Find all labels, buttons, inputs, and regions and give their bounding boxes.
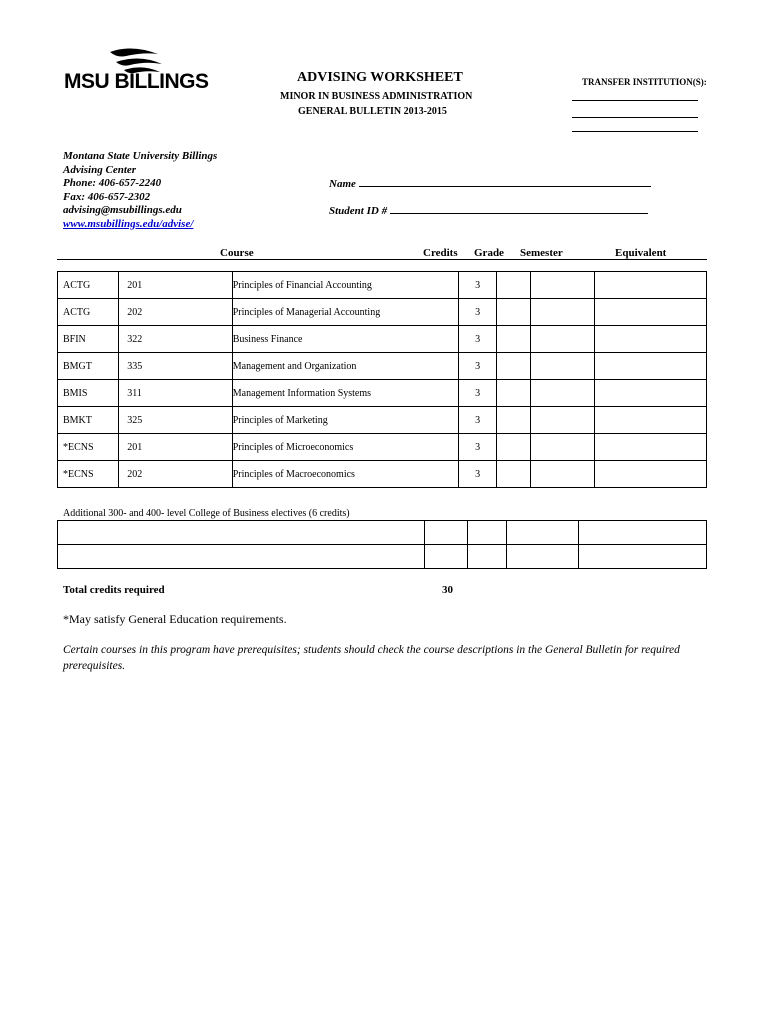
semester-cell[interactable] (531, 461, 595, 488)
grade-cell[interactable] (497, 434, 531, 461)
name-field[interactable] (359, 177, 651, 187)
course-dept: BMGT (58, 353, 119, 380)
course-title: Business Finance (232, 326, 458, 353)
transfer-line-1[interactable] (572, 100, 698, 101)
equivalent-cell[interactable] (594, 353, 706, 380)
course-number: 322 (119, 326, 232, 353)
course-row (58, 272, 707, 299)
transfer-line-3[interactable] (572, 131, 698, 132)
course-row (58, 434, 707, 461)
total-credits-value: 30 (442, 584, 453, 596)
transfer-institution-label: TRANSFER INSTITUTION(S): (582, 77, 707, 87)
course-title: Principles of Managerial Accounting (232, 299, 458, 326)
equivalent-cell[interactable] (594, 380, 706, 407)
worksheet-title: ADVISING WORKSHEET (297, 70, 463, 85)
col-header-grade: Grade (474, 247, 504, 259)
course-row (58, 380, 707, 407)
semester-cell[interactable] (531, 380, 595, 407)
grade-cell[interactable] (497, 407, 531, 434)
university-name: Montana State University Billings (63, 150, 218, 162)
student-id-label: Student ID # (329, 205, 388, 217)
course-title: Principles of Microeconomics (232, 434, 458, 461)
program-subtitle: MINOR IN BUSINESS ADMINISTRATION (280, 91, 473, 102)
course-dept: BFIN (58, 326, 119, 353)
col-header-credits: Credits (423, 247, 458, 259)
equivalent-cell[interactable] (594, 326, 706, 353)
electives-label: Additional 300- and 400- level College of Business electives (6 credits) (63, 508, 350, 519)
course-dept: ACTG (58, 272, 119, 299)
semester-cell[interactable] (531, 353, 595, 380)
course-title: Management Information Systems (232, 380, 458, 407)
elective-equivalent-cell[interactable] (578, 521, 706, 545)
electives-table (57, 520, 707, 569)
course-number: 335 (119, 353, 232, 380)
transfer-line-2[interactable] (572, 117, 698, 118)
header-rule (57, 259, 707, 260)
course-title: Management and Organization (232, 353, 458, 380)
grade-cell[interactable] (497, 461, 531, 488)
course-row (58, 299, 707, 326)
equivalent-cell[interactable] (594, 407, 706, 434)
course-title: Principles of Marketing (232, 407, 458, 434)
semester-cell[interactable] (531, 272, 595, 299)
elective-credits-cell[interactable] (425, 545, 468, 569)
course-number: 311 (119, 380, 232, 407)
elective-course-cell[interactable] (58, 521, 425, 545)
elective-grade-cell[interactable] (467, 521, 506, 545)
name-label: Name (329, 178, 356, 190)
semester-cell[interactable] (531, 299, 595, 326)
grade-cell[interactable] (497, 326, 531, 353)
semester-cell[interactable] (531, 434, 595, 461)
course-number: 202 (119, 299, 232, 326)
elective-row (58, 521, 707, 545)
course-credits: 3 (459, 380, 497, 407)
course-credits: 3 (459, 461, 497, 488)
course-number: 201 (119, 272, 232, 299)
email: advising@msubillings.edu (63, 204, 182, 216)
course-credits: 3 (459, 272, 497, 299)
course-table (57, 271, 707, 488)
student-id-row (329, 204, 648, 217)
equivalent-cell[interactable] (594, 272, 706, 299)
course-title: Principles of Financial Accounting (232, 272, 458, 299)
elective-credits-cell[interactable] (425, 521, 468, 545)
student-id-field[interactable] (390, 204, 648, 214)
course-dept: *ECNS (58, 461, 119, 488)
phone: Phone: 406-657-2240 (63, 177, 162, 189)
course-row (58, 353, 707, 380)
course-credits: 3 (459, 434, 497, 461)
grade-cell[interactable] (497, 299, 531, 326)
contact-block (63, 150, 217, 231)
gen-ed-note: *May satisfy General Education requirements. (63, 612, 287, 626)
course-row (58, 461, 707, 488)
course-dept: *ECNS (58, 434, 119, 461)
equivalent-cell[interactable] (594, 299, 706, 326)
elective-course-cell[interactable] (58, 545, 425, 569)
course-credits: 3 (459, 326, 497, 353)
course-row (58, 326, 707, 353)
grade-cell[interactable] (497, 272, 531, 299)
course-number: 202 (119, 461, 232, 488)
semester-cell[interactable] (531, 407, 595, 434)
course-dept: BMKT (58, 407, 119, 434)
col-header-equivalent: Equivalent (615, 247, 667, 259)
col-header-course: Course (220, 247, 254, 259)
elective-grade-cell[interactable] (467, 545, 506, 569)
elective-semester-cell[interactable] (506, 521, 578, 545)
course-number: 325 (119, 407, 232, 434)
course-title: Principles of Macroeconomics (232, 461, 458, 488)
fax: Fax: 406-657-2302 (63, 190, 151, 203)
total-credits-label: Total credits required (63, 584, 165, 596)
grade-cell[interactable] (497, 380, 531, 407)
name-row (329, 177, 651, 190)
elective-semester-cell[interactable] (506, 545, 578, 569)
prerequisite-note: Certain courses in this program have prerequisites; students should check the course descriptions in the General Bulletin for required prerequisites. (63, 644, 680, 672)
website-link[interactable]: www.msubillings.edu/advise/ (63, 217, 194, 230)
elective-equivalent-cell[interactable] (578, 545, 706, 569)
equivalent-cell[interactable] (594, 434, 706, 461)
bulletin-subtitle: GENERAL BULLETIN 2013-2015 (298, 106, 447, 117)
elective-row (58, 545, 707, 569)
grade-cell[interactable] (497, 353, 531, 380)
course-number: 201 (119, 434, 232, 461)
course-credits: 3 (459, 407, 497, 434)
logo-wordmark: MSU BILLINGS (64, 70, 209, 93)
semester-cell[interactable] (531, 326, 595, 353)
course-dept: BMIS (58, 380, 119, 407)
course-credits: 3 (459, 353, 497, 380)
course-dept: ACTG (58, 299, 119, 326)
col-header-semester: Semester (520, 247, 563, 259)
equivalent-cell[interactable] (594, 461, 706, 488)
course-row (58, 407, 707, 434)
course-credits: 3 (459, 299, 497, 326)
advising-center: Advising Center (63, 163, 137, 176)
